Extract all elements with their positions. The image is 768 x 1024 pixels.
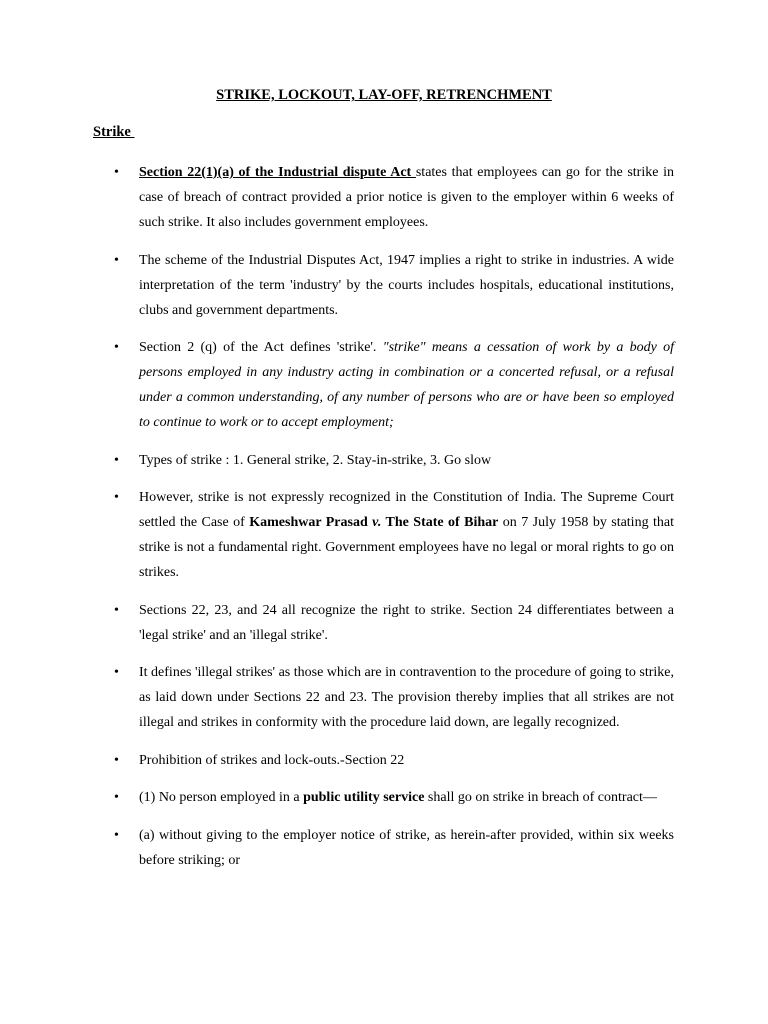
document-title: STRIKE, LOCKOUT, LAY-OFF, RETRENCHMENT (216, 87, 552, 103)
paragraph: The scheme of the Industrial Disputes Act, 1947 implies a right to strike in industries. A wide interpretation of the term 'industry' by the courts includes hospitals, educational institutions, clubs and government departments. (139, 252, 674, 318)
paragraph: It defines 'illegal strikes' as those which are in contravention to the procedure of going to strike, as laid down under Sections 22 and 23. The provision thereby implies that all strikes are not illegal and strikes in conformity with the procedure laid down, are legally recognized. (139, 665, 674, 730)
paragraph (139, 335, 674, 435)
bullet-list (0, 160, 768, 885)
act-reference: Section 22(1)(a) of the Industrial dispute Act (139, 165, 416, 180)
public-utility-service-term: public utility service (303, 790, 425, 805)
case-name-party-1: Kameshwar Prasad (249, 515, 373, 530)
bullet-glyph: • (114, 165, 119, 180)
bullet-glyph: • (114, 252, 119, 268)
list-item (0, 598, 768, 648)
bullet-glyph: • (114, 790, 119, 805)
list-item (0, 248, 768, 323)
list-item (0, 660, 768, 735)
bullet-glyph: • (114, 665, 119, 680)
paragraph: Prohibition of strikes and lock-outs.-Section 22 (139, 752, 405, 768)
paragraph (139, 785, 674, 810)
paragraph-text: states that employees can go for the strike in case of breach of contract provided a prior notice is given to the employer within 6 weeks of such strike. It also includes government employees. (139, 165, 674, 230)
list-item (0, 448, 768, 473)
list-item (0, 823, 768, 873)
strike-definition-quote: "strike" means a cessation of work by a body of persons employed in any industry acting in combination or a concerted refusal, or a refusal under a common understanding, of any number of persons who are or have been so employed to continue to work or to accept employment; (139, 340, 674, 430)
bullet-glyph: • (114, 452, 119, 468)
list-item (0, 485, 768, 585)
bullet-glyph: • (114, 752, 119, 768)
bullet-glyph: • (114, 602, 119, 618)
section-heading-strike: Strike (93, 124, 135, 140)
bullet-glyph: • (114, 340, 119, 355)
paragraph-text: However, strike is not expressly recognized in the Constitution of India. The Supreme Court settled the Case of (139, 490, 674, 530)
case-name-party-2: The State of Bihar (381, 515, 499, 530)
list-item (0, 748, 768, 773)
case-versus: v. (372, 515, 382, 530)
paragraph-text: shall go on strike in breach of contract— (424, 790, 657, 805)
paragraph: (a) without giving to the employer notice of strike, as herein-after provided, within six weeks before striking; or (139, 827, 674, 868)
list-item (0, 335, 768, 435)
paragraph-text: on 7 July 1958 by stating that strike is not a fundamental right. Government employees have no legal or moral rights to go on strikes. (139, 515, 674, 580)
paragraph-text: Section 2 (q) of the Act defines 'strike'. (139, 340, 383, 355)
list-item (0, 160, 768, 235)
bullet-glyph: • (114, 827, 119, 843)
paragraph: Types of strike : 1. General strike, 2. Stay-in-strike, 3. Go slow (139, 452, 492, 468)
list-item (0, 785, 768, 810)
paragraph-text: (1) No person employed in a (139, 790, 304, 805)
paragraph (139, 160, 674, 235)
paragraph: Sections 22, 23, and 24 all recognize the right to strike. Section 24 differentiates between a 'legal strike' and an 'illegal strike'. (139, 602, 674, 643)
bullet-glyph: • (114, 490, 119, 505)
paragraph (139, 485, 674, 585)
